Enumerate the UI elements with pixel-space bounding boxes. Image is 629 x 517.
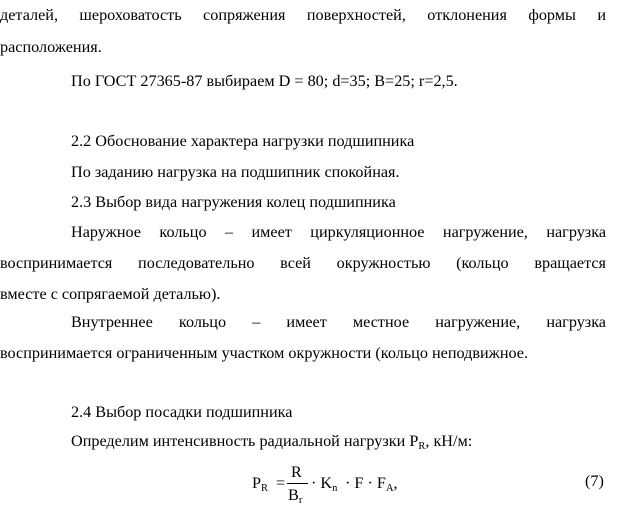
- formula-denominator-subscript: r: [298, 495, 303, 506]
- outer-ring-line-2: воспринимается последовательно всей окружностью (кольцо вращается: [0, 254, 606, 272]
- formula-7: [252, 459, 432, 511]
- formula-denominator: [288, 486, 302, 504]
- formula-numerator: R: [291, 463, 302, 481]
- formula-lhs-subscript: R: [261, 483, 269, 494]
- section-heading-2-2: 2.2 Обоснование характера нагрузки подшипника: [71, 132, 415, 150]
- paragraph-line-2: расположения.: [0, 38, 102, 56]
- outer-ring-line-1: Наружное кольцо – имеет циркуляционное нагружение, нагрузка: [71, 223, 606, 241]
- equation-number: (7): [585, 472, 604, 490]
- formula-factor-f: [345, 474, 398, 492]
- fraction-bar: [287, 483, 308, 484]
- outer-ring-line-3: вместе с сопрягаемой деталью).: [0, 285, 221, 303]
- section-heading-2-3: 2.3 Выбор вида нагружения колец подшипника: [71, 193, 396, 211]
- intensity-definition-line: [71, 431, 472, 451]
- formula-denominator-symbol: B: [288, 486, 299, 504]
- inner-ring-line-2: воспринимается ограниченным участком окружности (кольцо неподвижное.: [0, 344, 529, 362]
- formula-lhs: [252, 474, 268, 492]
- formula-lhs-symbol: P: [252, 474, 262, 492]
- formula-factor-k: [311, 474, 337, 492]
- formula-f-subscript: A: [385, 483, 394, 494]
- formula-comma: ,: [393, 474, 398, 492]
- gost-selection-line: По ГОСТ 27365-87 выбираем D = 80; d=35; B=25; r=2,5.: [71, 72, 458, 90]
- formula-k-subscript: n: [332, 483, 338, 494]
- section-heading-2-4: 2.4 Выбор посадки подшипника: [71, 403, 293, 421]
- formula-f-symbol: · F · F: [345, 474, 386, 492]
- formula-k-symbol: · K: [311, 474, 333, 492]
- intensity-text: Определим интенсивность радиальной нагрузки P: [71, 432, 419, 450]
- formula-equals: =: [276, 474, 286, 492]
- paragraph-line-1: деталей, шероховатость сопряжения поверхностей, отклонения формы и: [0, 6, 606, 24]
- load-statement-line: По заданию нагрузка на подшипник спокойная.: [71, 163, 400, 181]
- inner-ring-line-1: Внутреннее кольцо – имеет местное нагружение, нагрузка: [71, 313, 606, 331]
- intensity-units: , кН/м:: [425, 432, 473, 450]
- intensity-subscript: R: [418, 441, 426, 452]
